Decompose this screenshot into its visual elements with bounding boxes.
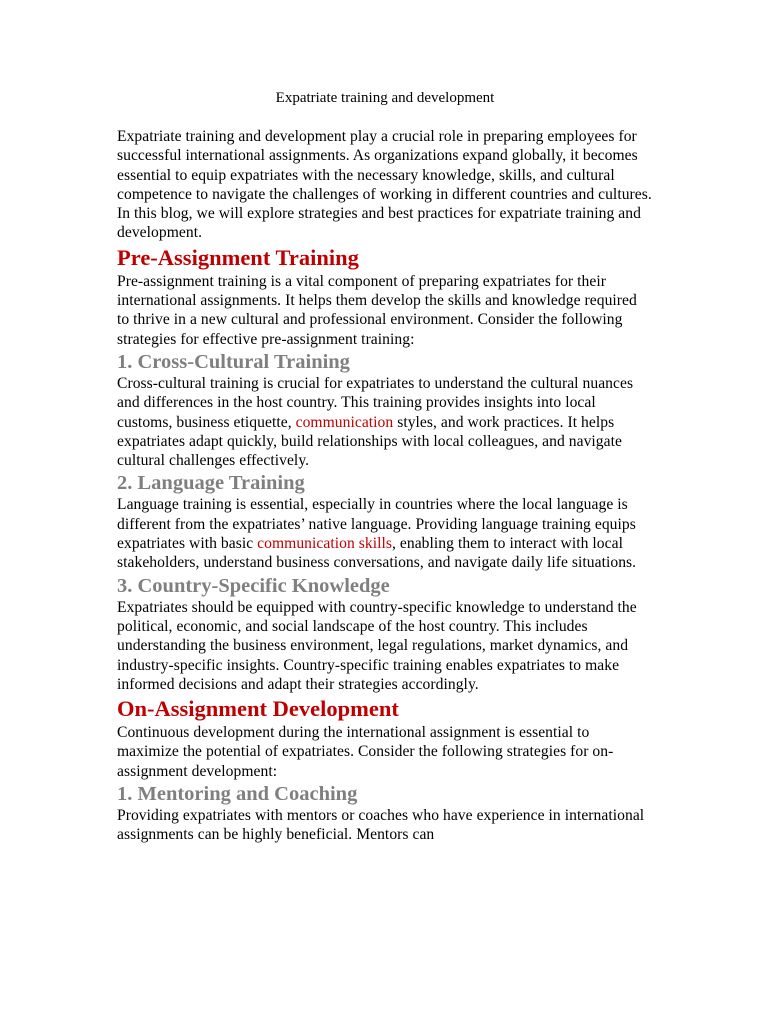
communication-skills-link[interactable]: communication skills — [257, 535, 392, 553]
language-text-before: Language training is essential, especially in countries where the local language is different from the expatriates’ native language. Providing language training equips expatriates with basic — [117, 496, 636, 553]
cross-cultural-text-before: Cross-cultural training is crucial for expatriates to understand the cultural nuances and differences in the host country. This training provides insights into local customs, business etiquette, — [117, 374, 634, 431]
section-heading-pre-assignment: Pre-Assignment Training — [117, 244, 359, 270]
cross-cultural-paragraph — [117, 374, 653, 470]
language-text-after: , enabling them to interact with local stakeholders, understand business conversations, and navigate daily life situations. — [117, 535, 637, 572]
cross-cultural-text-after: styles, and work practices. It helps expatriates adapt quickly, build relationships with local colleagues, and navigate cultural challenges effectively. — [117, 413, 622, 470]
country-specific-paragraph: Expatriates should be equipped with country-specific knowledge to understand the political, economic, and social landscape of the host country. This includes understanding the business environment, legal regulations, market dynamics, and industry-specific insights. Country-specific training enables expatriates to make informed decisions and adapt their strategies accordingly. — [117, 598, 637, 693]
document-page — [117, 88, 653, 845]
communication-link[interactable]: communication — [295, 413, 394, 431]
subheading-cross-cultural: 1. Cross-Cultural Training — [117, 350, 350, 373]
intro-paragraph: Expatriate training and development play a crucial role in preparing employees for successful international assignments. As organizations expand globally, it becomes essential to equip expatriates with the necessary knowledge, skills, and cultural competence to navigate the challenges of working in different countries and cultures. In this blog, we will explore strategies and best practices for expatriate training and development. — [117, 128, 652, 242]
on-assignment-intro: Continuous development during the international assignment is essential to maximize the potential of expatriates. Consider the following strategies for on-assignment development: — [117, 724, 614, 780]
document-title: Expatriate training and development — [275, 90, 495, 106]
subheading-mentoring: 1. Mentoring and Coaching — [117, 783, 358, 806]
subheading-country-specific: 3. Country-Specific Knowledge — [117, 574, 390, 597]
section-heading-on-assignment: On-Assignment Development — [117, 696, 399, 722]
pre-assignment-intro: Pre-assignment training is a vital component of preparing expatriates for their international assignments. It helps them develop the skills and knowledge required to thrive in a new cultural and professional environment. Consider the following strategies for effective pre-assignment training: — [117, 272, 637, 348]
mentoring-paragraph: Providing expatriates with mentors or coaches who have experience in international assignments can be highly beneficial. Mentors can — [117, 807, 645, 844]
language-training-paragraph — [117, 495, 653, 572]
subheading-language-training: 2. Language Training — [117, 472, 305, 495]
